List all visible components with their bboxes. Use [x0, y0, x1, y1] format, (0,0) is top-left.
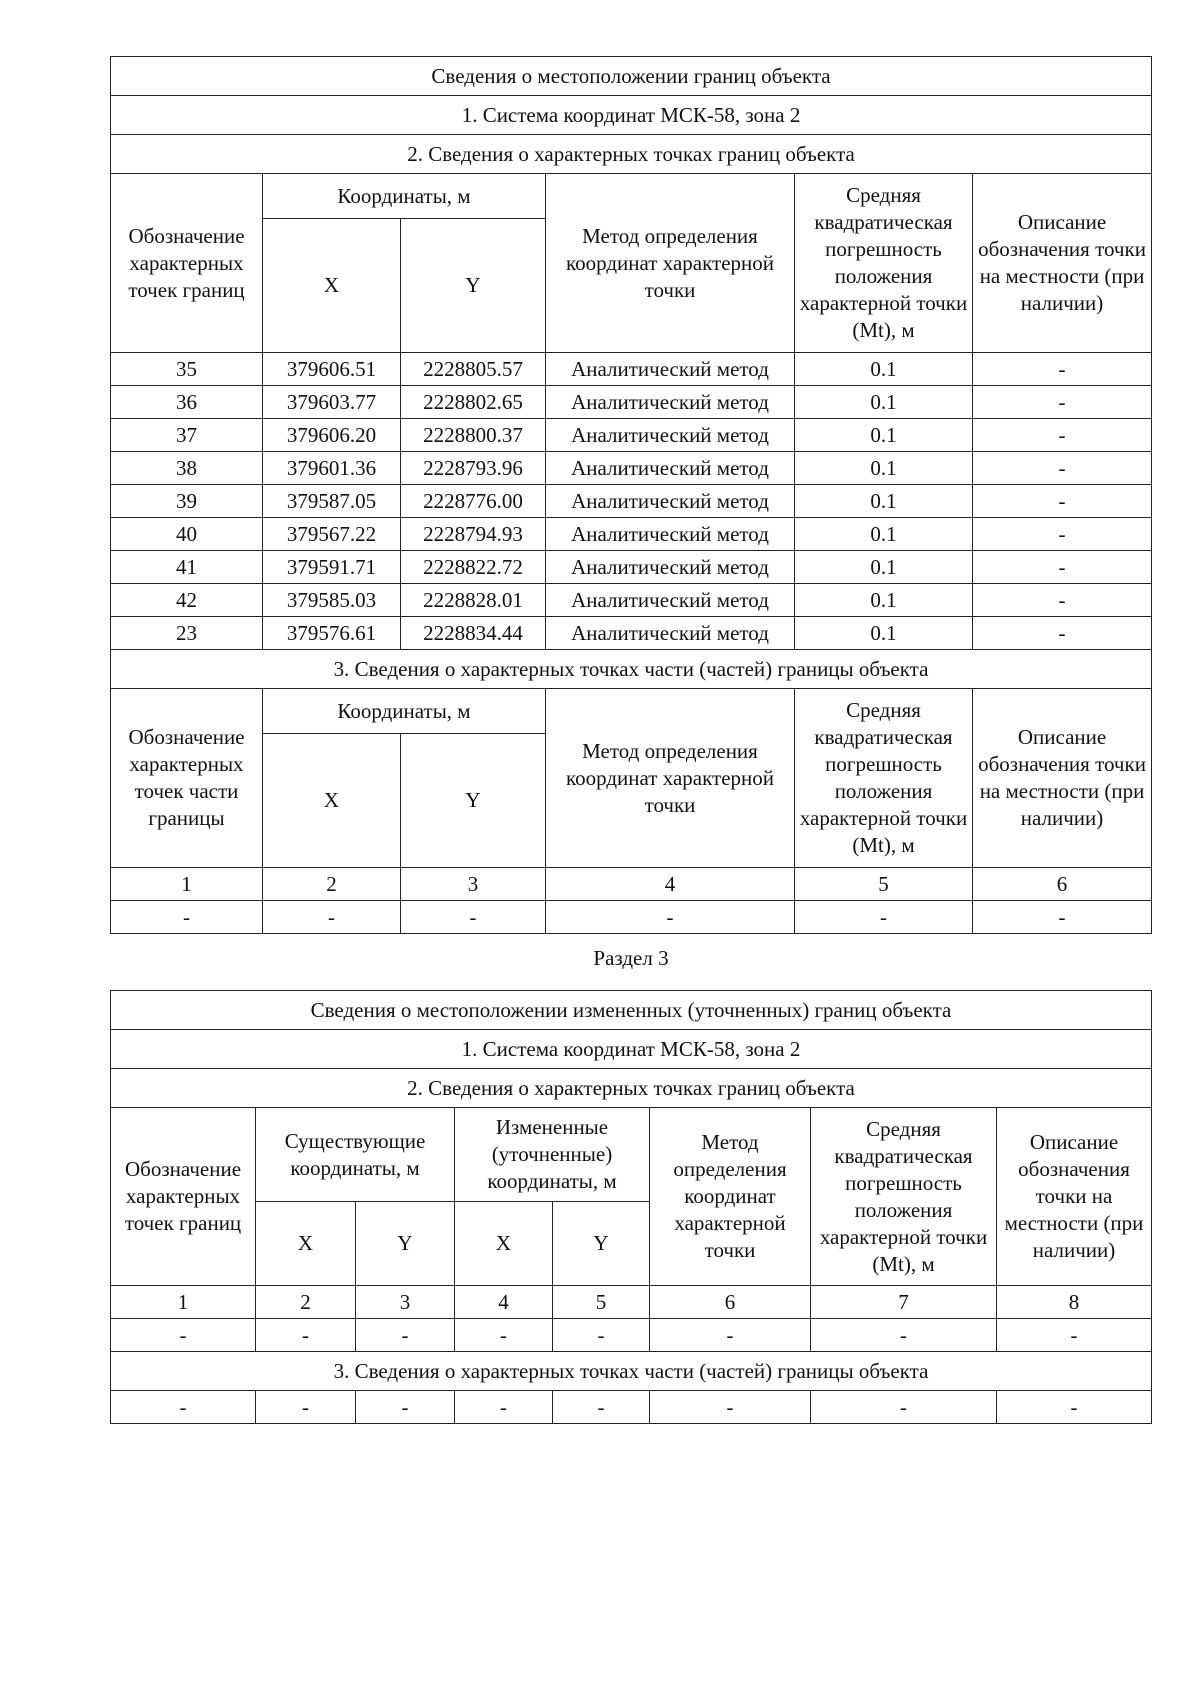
description-cell: -: [973, 551, 1152, 584]
empty-cell: -: [111, 901, 263, 934]
empty-cell: -: [455, 1319, 553, 1352]
method-cell: Аналитический метод: [546, 452, 795, 485]
header-existing-coordinates: Существующие координаты, м: [256, 1108, 455, 1202]
x-cell: 379587.05: [263, 485, 401, 518]
column-number: 3: [401, 868, 546, 901]
table-row: [111, 353, 1152, 386]
empty-cell: -: [111, 1319, 256, 1352]
header-description: Описание обозначения точки на местности (при наличии): [997, 1108, 1152, 1286]
x-cell: 379606.20: [263, 419, 401, 452]
x-cell: 379603.77: [263, 386, 401, 419]
description-cell: -: [973, 518, 1152, 551]
column-number: 1: [111, 1286, 256, 1319]
column-number: 7: [811, 1286, 997, 1319]
empty-cell: -: [553, 1391, 650, 1424]
description-cell: -: [973, 452, 1152, 485]
empty-cell: -: [553, 1319, 650, 1352]
error-cell: 0.1: [795, 518, 973, 551]
x-cell: 379567.22: [263, 518, 401, 551]
header-error: Средняя квадратическая погрешность положения характерной точки (Mt), м: [811, 1108, 997, 1286]
point-cell: 37: [111, 419, 263, 452]
point-cell: 41: [111, 551, 263, 584]
header-point: Обозначение характерных точек границ: [111, 1108, 256, 1286]
table-row: [111, 485, 1152, 518]
table-row: [111, 386, 1152, 419]
description-cell: -: [973, 386, 1152, 419]
empty-cell: -: [356, 1319, 455, 1352]
point-cell: 40: [111, 518, 263, 551]
empty-cell: -: [455, 1391, 553, 1424]
empty-cell: -: [263, 901, 401, 934]
error-cell: 0.1: [795, 617, 973, 650]
table-row: [111, 617, 1152, 650]
y-cell: 2228802.65: [401, 386, 546, 419]
error-cell: 0.1: [795, 353, 973, 386]
empty-cell: -: [546, 901, 795, 934]
column-number-row: [111, 1286, 1152, 1319]
method-cell: Аналитический метод: [546, 584, 795, 617]
section-heading: Раздел 3: [593, 946, 669, 970]
column-number: 3: [356, 1286, 455, 1319]
x-cell: 379591.71: [263, 551, 401, 584]
part3-header-description: Описание обозначения точки на местности (при наличии): [973, 689, 1152, 868]
point-cell: 38: [111, 452, 263, 485]
point-cell: 35: [111, 353, 263, 386]
column-number: 4: [546, 868, 795, 901]
y-cell: 2228834.44: [401, 617, 546, 650]
header-method: Метод определения координат характерной точки: [546, 174, 795, 353]
method-cell: Аналитический метод: [546, 551, 795, 584]
empty-cell: -: [356, 1391, 455, 1424]
part3-header-coordinates: Координаты, м: [263, 689, 546, 734]
point-cell: 23: [111, 617, 263, 650]
empty-cell: -: [650, 1319, 811, 1352]
header-point: Обозначение характерных точек границ: [111, 174, 263, 353]
point-rows: [111, 353, 1152, 650]
empty-cell: -: [795, 901, 973, 934]
table-row: [111, 584, 1152, 617]
coordinate-system: 1. Система координат МСК-58, зона 2: [111, 96, 1152, 135]
part3-header-y: Y: [401, 734, 546, 868]
description-cell: -: [973, 617, 1152, 650]
empty-cell: -: [650, 1391, 811, 1424]
y-cell: 2228776.00: [401, 485, 546, 518]
column-number: 5: [553, 1286, 650, 1319]
header-description: Описание обозначения точки на местности (при наличии): [973, 174, 1152, 353]
part3-header-x: X: [263, 734, 401, 868]
empty-cell: -: [111, 1391, 256, 1424]
table-row: [111, 518, 1152, 551]
column-number: 1: [111, 868, 263, 901]
header-error: Средняя квадратическая погрешность положения характерной точки (Mt), м: [795, 174, 973, 353]
boundary-location-table: [110, 56, 1152, 934]
error-cell: 0.1: [795, 386, 973, 419]
header-x: X: [455, 1202, 553, 1286]
header-x: X: [263, 219, 401, 353]
column-number: 6: [650, 1286, 811, 1319]
error-cell: 0.1: [795, 551, 973, 584]
y-cell: 2228828.01: [401, 584, 546, 617]
method-cell: Аналитический метод: [546, 485, 795, 518]
header-y: Y: [553, 1202, 650, 1286]
y-cell: 2228794.93: [401, 518, 546, 551]
empty-cell: -: [997, 1391, 1152, 1424]
header-x: X: [256, 1202, 356, 1286]
column-number: 5: [795, 868, 973, 901]
description-cell: -: [973, 485, 1152, 518]
table-row: [111, 419, 1152, 452]
description-cell: -: [973, 353, 1152, 386]
header-changed-coordinates: Измененные (уточненные) координаты, м: [455, 1108, 650, 1202]
column-number: 6: [973, 868, 1152, 901]
column-number: 8: [997, 1286, 1152, 1319]
y-cell: 2228793.96: [401, 452, 546, 485]
table-title: Сведения о местоположении границ объекта: [111, 57, 1152, 96]
empty-row: [111, 901, 1152, 934]
method-cell: Аналитический метод: [546, 386, 795, 419]
table-title: Сведения о местоположении измененных (уточненных) границ объекта: [111, 991, 1152, 1030]
empty-row: [111, 1391, 1152, 1424]
changed-boundary-table: [110, 990, 1152, 1424]
section-2-title: 2. Сведения о характерных точках границ объекта: [111, 135, 1152, 174]
header-method: Метод определения координат характерной точки: [650, 1108, 811, 1286]
x-cell: 379576.61: [263, 617, 401, 650]
header-y: Y: [356, 1202, 455, 1286]
x-cell: 379606.51: [263, 353, 401, 386]
empty-cell: -: [811, 1319, 997, 1352]
error-cell: 0.1: [795, 419, 973, 452]
y-cell: 2228805.57: [401, 353, 546, 386]
y-cell: 2228800.37: [401, 419, 546, 452]
header-y: Y: [401, 219, 546, 353]
x-cell: 379585.03: [263, 584, 401, 617]
method-cell: Аналитический метод: [546, 419, 795, 452]
column-number: 4: [455, 1286, 553, 1319]
method-cell: Аналитический метод: [546, 518, 795, 551]
x-cell: 379601.36: [263, 452, 401, 485]
column-number: 2: [256, 1286, 356, 1319]
empty-cell: -: [997, 1319, 1152, 1352]
point-cell: 39: [111, 485, 263, 518]
table-row: [111, 452, 1152, 485]
point-cell: 36: [111, 386, 263, 419]
empty-cell: -: [256, 1391, 356, 1424]
method-cell: Аналитический метод: [546, 353, 795, 386]
column-number: 2: [263, 868, 401, 901]
error-cell: 0.1: [795, 485, 973, 518]
error-cell: 0.1: [795, 452, 973, 485]
part3-header-point: Обозначение характерных точек части границы: [111, 689, 263, 868]
method-cell: Аналитический метод: [546, 617, 795, 650]
empty-cell: -: [401, 901, 546, 934]
table-row: [111, 551, 1152, 584]
section-2-title: 2. Сведения о характерных точках границ объекта: [111, 1069, 1152, 1108]
empty-cell: -: [973, 901, 1152, 934]
empty-cell: -: [256, 1319, 356, 1352]
coordinate-system: 1. Система координат МСК-58, зона 2: [111, 1030, 1152, 1069]
empty-cell: -: [811, 1391, 997, 1424]
part3-header-error: Средняя квадратическая погрешность положения характерной точки (Mt), м: [795, 689, 973, 868]
section-3-title: 3. Сведения о характерных точках части (частей) границы объекта: [111, 1352, 1152, 1391]
y-cell: 2228822.72: [401, 551, 546, 584]
part3-header-method: Метод определения координат характерной точки: [546, 689, 795, 868]
description-cell: -: [973, 584, 1152, 617]
point-cell: 42: [111, 584, 263, 617]
empty-row: [111, 1319, 1152, 1352]
header-coordinates: Координаты, м: [263, 174, 546, 219]
error-cell: 0.1: [795, 584, 973, 617]
description-cell: -: [973, 419, 1152, 452]
column-number-row: [111, 868, 1152, 901]
section-3-title: 3. Сведения о характерных точках части (частей) границы объекта: [111, 650, 1152, 689]
